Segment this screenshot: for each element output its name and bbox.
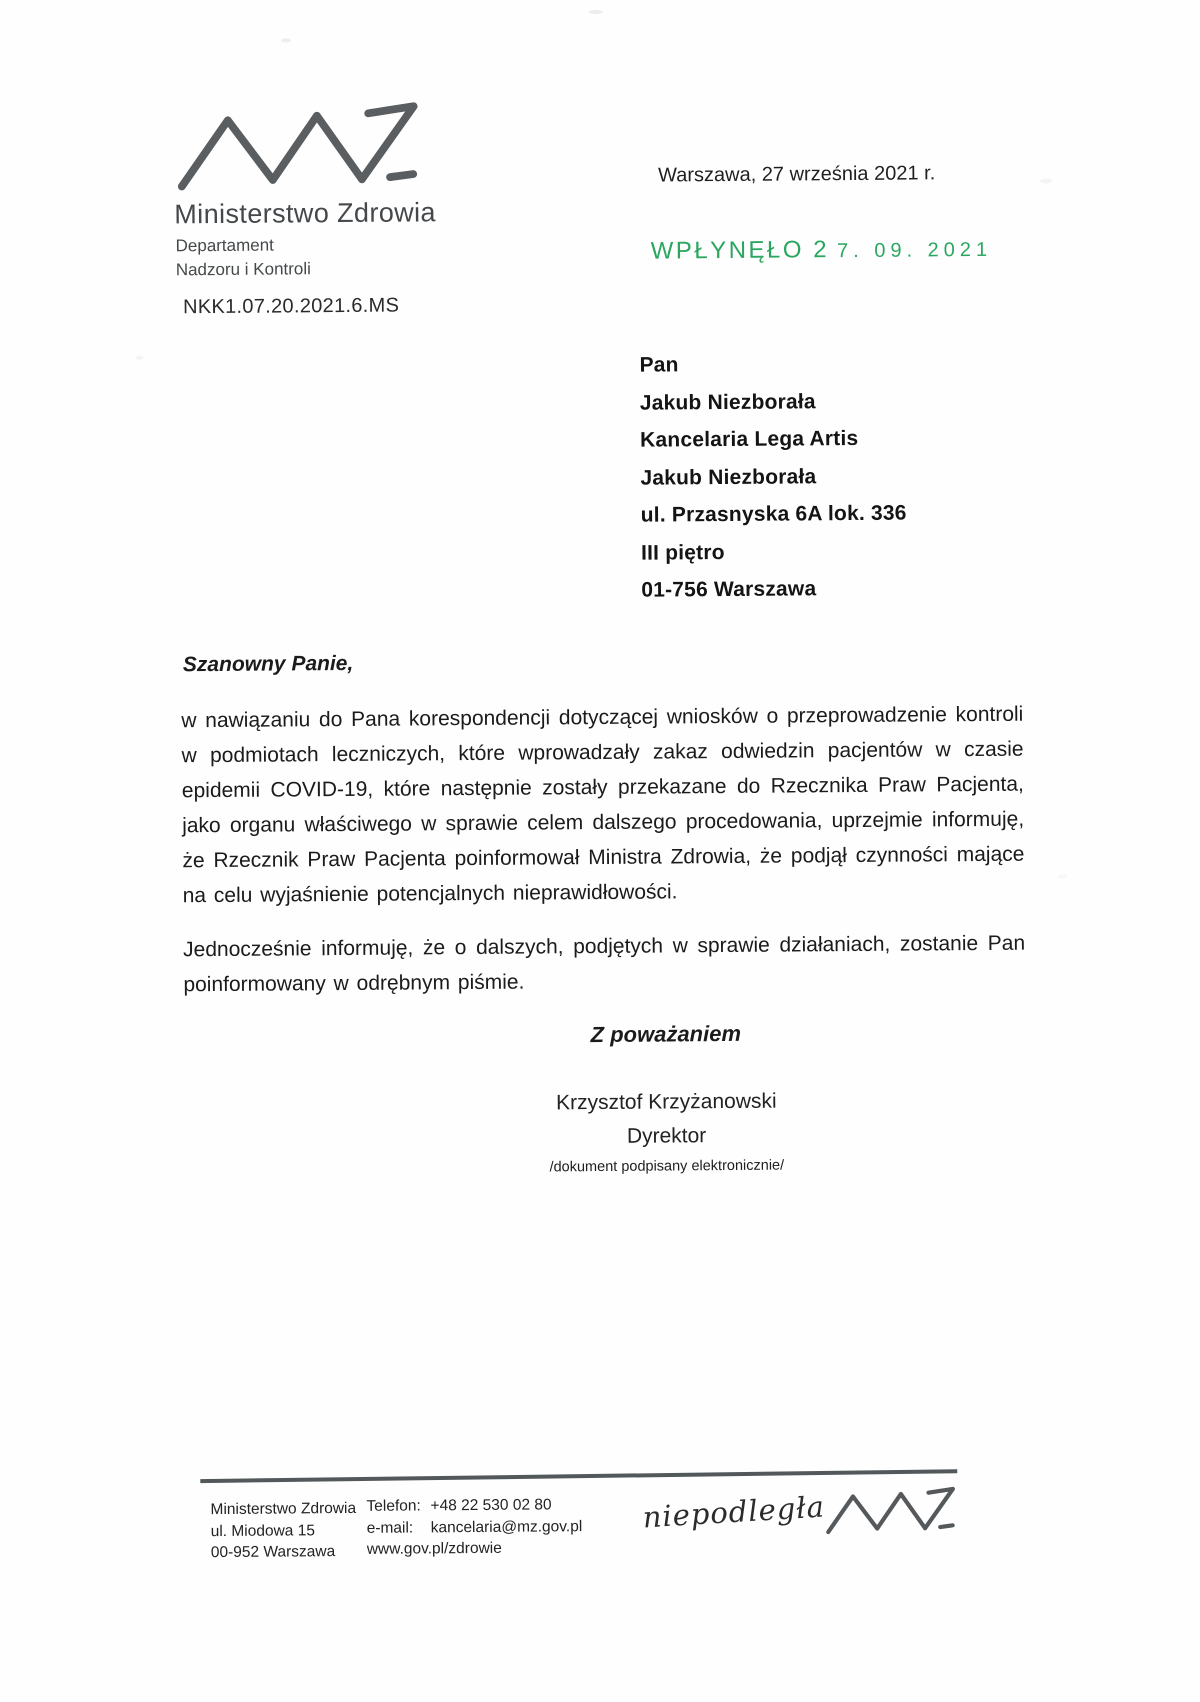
website-url: www.gov.pl/zdrowie xyxy=(366,1539,502,1558)
recipient-line: Pan xyxy=(639,353,679,377)
footer-phone-row xyxy=(366,1494,582,1517)
footer-address-line: ul. Miodowa 15 xyxy=(210,1521,316,1540)
scan-artifact xyxy=(135,356,143,360)
recipient-address-block xyxy=(639,345,907,610)
salutation: Szanowny Panie, xyxy=(182,651,354,677)
ministry-name: Ministerstwo Zdrowia xyxy=(174,197,437,230)
closing-phrase: Z poważaniem xyxy=(590,1020,742,1048)
body-paragraph-1: w nawiązaniu do Pana korespondencji dotyczącej wniosków o przeprowadzenie kontroli w podmiotach leczniczych, które wprowadzały zakaz odwiedzin pacjentów w czasie epidemii COVID-19, które następnie zostały przekazane do Rzecznika Praw Pacjenta, jako organu właściwego w sprawie celem dalszego procedowania, uprzejmie informuję, że Rzecznik Praw Pacjenta poinformował Ministra Zdrowia, że podjął czynności mające na celu wyjaśnienie potencjalnych nieprawidłowości. xyxy=(181,702,1025,908)
footer-address-line: Ministerstwo Zdrowia xyxy=(210,1499,357,1519)
received-stamp-date: 7. 09. 2021 xyxy=(836,238,993,263)
email-address: kancelaria@mz.gov.pl xyxy=(430,1517,583,1536)
recipient-line: Kancelaria Lega Artis xyxy=(640,426,859,452)
footer-website-row xyxy=(367,1537,583,1560)
scan-artifact xyxy=(1058,874,1068,878)
email-label: e-mail: xyxy=(366,1518,414,1537)
recipient-line: III piętro xyxy=(640,540,725,565)
place-and-date: Warszawa, 27 września 2021 r. xyxy=(657,162,936,187)
scan-artifact xyxy=(1040,178,1052,183)
signature-block xyxy=(421,1084,912,1182)
footer-address-block xyxy=(210,1498,356,1564)
phone-label: Telefon: xyxy=(366,1497,421,1515)
department-line-1: Departament xyxy=(175,235,274,256)
signer-title: Dyrektor xyxy=(626,1124,707,1148)
department-line-2: Nadzoru i Kontroli xyxy=(175,259,311,280)
niepodlegla-script-logo: niepodległa xyxy=(641,1489,826,1535)
scan-artifact xyxy=(589,10,603,14)
ministry-of-health-logo-icon xyxy=(171,99,420,194)
footer-contact-block xyxy=(366,1494,582,1560)
ministry-of-health-footer-logo-icon xyxy=(822,1485,956,1536)
received-stamp-text: WPŁYNĘŁO 2 xyxy=(650,236,830,265)
recipient-line: ul. Przasnyska 6A lok. 336 xyxy=(640,501,907,527)
letter-body xyxy=(181,647,1026,1003)
phone-number: +48 22 530 02 80 xyxy=(430,1496,552,1515)
recipient-line: 01-756 Warszawa xyxy=(641,577,817,602)
received-stamp xyxy=(651,235,993,266)
recipient-line: Jakub Niezborała xyxy=(639,389,816,415)
recipient-line: Jakub Niezborała xyxy=(640,464,817,490)
body-paragraph-2: Jednocześnie informuję, że o dalszych, podjętych w sprawie działaniach, zostanie Pan poinformowany w odrębnym piśmie. xyxy=(183,931,1026,997)
footer-address-line: 00-952 Warszawa xyxy=(210,1543,336,1562)
electronic-signature-note: /dokument podpisany elektronicznie/ xyxy=(549,1157,785,1176)
signer-name: Krzysztof Krzyżanowski xyxy=(555,1089,777,1115)
case-reference-number: NKK1.07.20.2021.6.MS xyxy=(182,294,400,319)
scan-artifact xyxy=(281,38,291,42)
footer-divider xyxy=(200,1469,957,1483)
footer-email-row xyxy=(367,1516,583,1539)
